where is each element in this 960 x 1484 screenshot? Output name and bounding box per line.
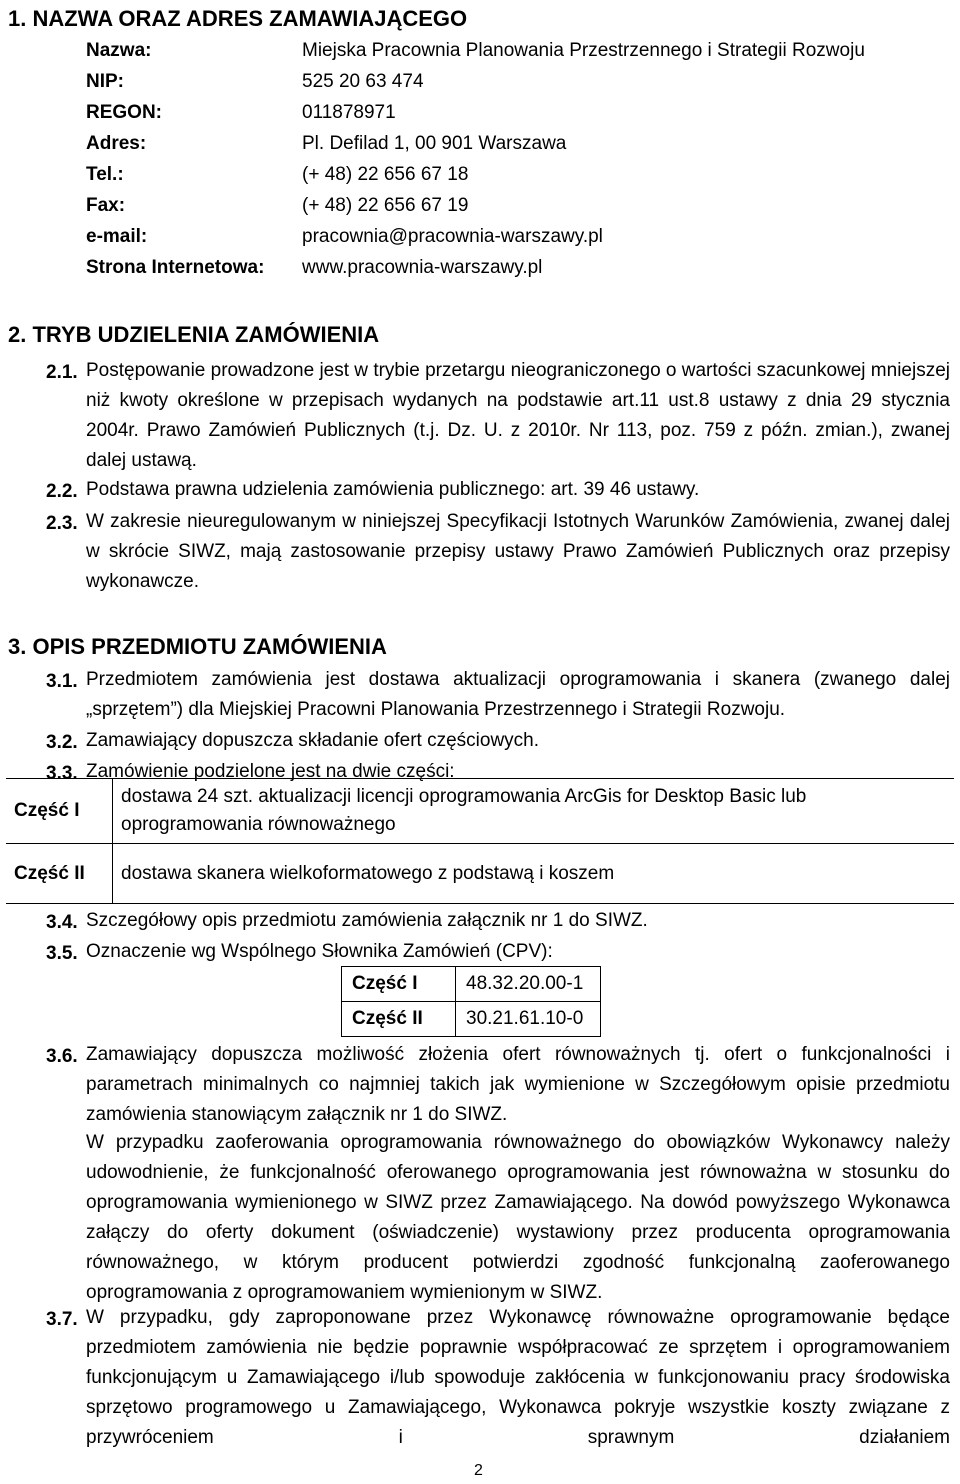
table-row: [342, 1002, 601, 1037]
value-nazwa: Miejska Pracownia Planowania Przestrzennego i Strategii Rozwoju: [302, 40, 865, 61]
label-email: e-mail:: [86, 226, 148, 247]
paragraph-number: 2.2.: [46, 481, 78, 502]
paragraph-3-5: Oznaczenie wg Wspólnego Słownika Zamówień (CPV):: [86, 941, 553, 962]
paragraph-number: 3.6.: [46, 1046, 78, 1067]
page-number: 2: [474, 1462, 483, 1479]
paragraph-number: 2.1.: [46, 362, 78, 383]
paragraph-3-4: Szczegółowy opis przedmiotu zamówienia załącznik nr 1 do SIWZ.: [86, 910, 648, 931]
paragraph-3-6-continued: W przypadku zaoferowania oprogramowania równoważnego do obowiązków Wykonawcy należy udowodnienie, że funkcjonalność oferowanego oprogramowania jest równoważna w stosunku do oprogramowania wymienionego w SIWZ przez Zamawiającego. Na dowód powyższego Wykonawca załączy do oferty dokument (oświadczenie) wystawiony przez producenta oprogramowania równoważnego, w którym producent potwierdzi zgodność funkcjonalną zaoferowanego oprogramowania z oprogramowaniem wymienionym w SIWZ.: [86, 1132, 950, 1303]
label-tel: Tel.:: [86, 164, 124, 185]
paragraph-2-1: Postępowanie prowadzone jest w trybie przetargu nieograniczonego o wartości szacunkowej mniejszej niż kwoty określone w przepisach wydanych na podstawie art.11 ust.8 ustawy z dnia 29 stycznia 2004r. Prawo Zamówień Publicznych (t.j. Dz. U. z 2010r. Nr 113, poz. 759 z późn. zmian.), zwanej dalej ustawą.: [86, 360, 950, 471]
cpv-part-label: Część I: [342, 967, 456, 1002]
value-website: www.pracownia-warszawy.pl: [302, 257, 543, 278]
paragraph-3-2: Zamawiający dopuszcza składanie ofert częściowych.: [86, 730, 540, 751]
table-row: [6, 844, 954, 904]
label-fax: Fax:: [86, 195, 126, 216]
paragraph-3-7: W przypadku, gdy zaproponowane przez Wykonawcę równoważne oprogramowanie będące przedmiotem zamówienia nie będzie poprawnie współpracować ze sprzętem i oprogramowaniem funkcjonującym u Zamawiającego i/lub spowoduje zakłócenia w funkcjonowaniu pracy środowiska sprzętowo programowego u Zamawiającego, Wykonawca pokryje wszystkie koszty związane z przywróceniem i sprawnym działaniem: [86, 1307, 950, 1448]
paragraph-3-6: Zamawiający dopuszcza możliwość złożenia ofert równoważnych tj. ofert o funkcjonalności i parametrach minimalnych co najmniej takich jak wymienione w Szczegółowym opisie przedmiotu zamówienia stanowiącym załącznik nr 1 do SIWZ.: [86, 1044, 950, 1125]
paragraph-number: 3.7.: [46, 1309, 78, 1330]
paragraph-number: 3.5.: [46, 943, 78, 964]
value-adres: Pl. Defilad 1, 00 901 Warszawa: [302, 133, 567, 154]
value-nip: 525 20 63 474: [302, 71, 424, 92]
cpv-code: 30.21.61.10-0: [456, 1002, 601, 1037]
label-nip: NIP:: [86, 71, 124, 92]
paragraph-number: 3.4.: [46, 912, 78, 933]
value-regon: 011878971: [302, 102, 396, 123]
paragraph-number: 3.3.: [46, 763, 78, 784]
cpv-table: [341, 966, 601, 1037]
paragraph-2-3: W zakresie nieuregulowanym w niniejszej Specyfikacji Istotnych Warunków Zamówienia, zwanej dalej w skrócie SIWZ, mają zastosowanie przepisy ustawy Prawo Zamówień Publicznych oraz przepisy wykonawcze.: [86, 511, 950, 592]
paragraph-number: 3.1.: [46, 671, 78, 692]
table-row: [342, 967, 601, 1002]
part-label: Część II: [6, 844, 113, 904]
label-regon: REGON:: [86, 102, 162, 123]
paragraph-2-2: Podstawa prawna udzielenia zamówienia publicznego: art. 39 46 ustawy.: [86, 479, 700, 500]
value-fax: (+ 48) 22 656 67 19: [302, 195, 469, 216]
label-adres: Adres:: [86, 133, 147, 154]
part-label: Część I: [6, 779, 113, 844]
part-description: dostawa 24 szt. aktualizacji licencji oprogramowania ArcGis for Desktop Basic lub oprogramowania równoważnego: [113, 779, 955, 844]
cpv-part-label: Część II: [342, 1002, 456, 1037]
label-nazwa: Nazwa:: [86, 40, 152, 61]
value-email: pracownia@pracownia-warszawy.pl: [302, 226, 603, 247]
part-description: dostawa skanera wielkoformatowego z podstawą i koszem: [113, 844, 955, 904]
section-3-heading: 3. OPIS PRZEDMIOTU ZAMÓWIENIA: [8, 634, 387, 659]
parts-table: [6, 778, 954, 904]
section-2-heading: 2. TRYB UDZIELENIA ZAMÓWIENIA: [8, 322, 380, 347]
paragraph-number: 2.3.: [46, 513, 78, 534]
cpv-code: 48.32.20.00-1: [456, 967, 601, 1002]
label-website: Strona Internetowa:: [86, 257, 265, 278]
paragraph-3-3: Zamówienie podzielone jest na dwie części:: [86, 761, 455, 782]
table-row: [6, 779, 954, 844]
paragraph-number: 3.2.: [46, 732, 78, 753]
section-1-heading: 1. NAZWA ORAZ ADRES ZAMAWIAJĄCEGO: [8, 6, 468, 31]
value-tel: (+ 48) 22 656 67 18: [302, 164, 469, 185]
paragraph-3-1: Przedmiotem zamówienia jest dostawa aktualizacji oprogramowania i skanera (zwanego dalej „sprzętem”) dla Miejskiej Pracowni Planowania Przestrzennego i Strategii Rozwoju.: [86, 669, 950, 720]
